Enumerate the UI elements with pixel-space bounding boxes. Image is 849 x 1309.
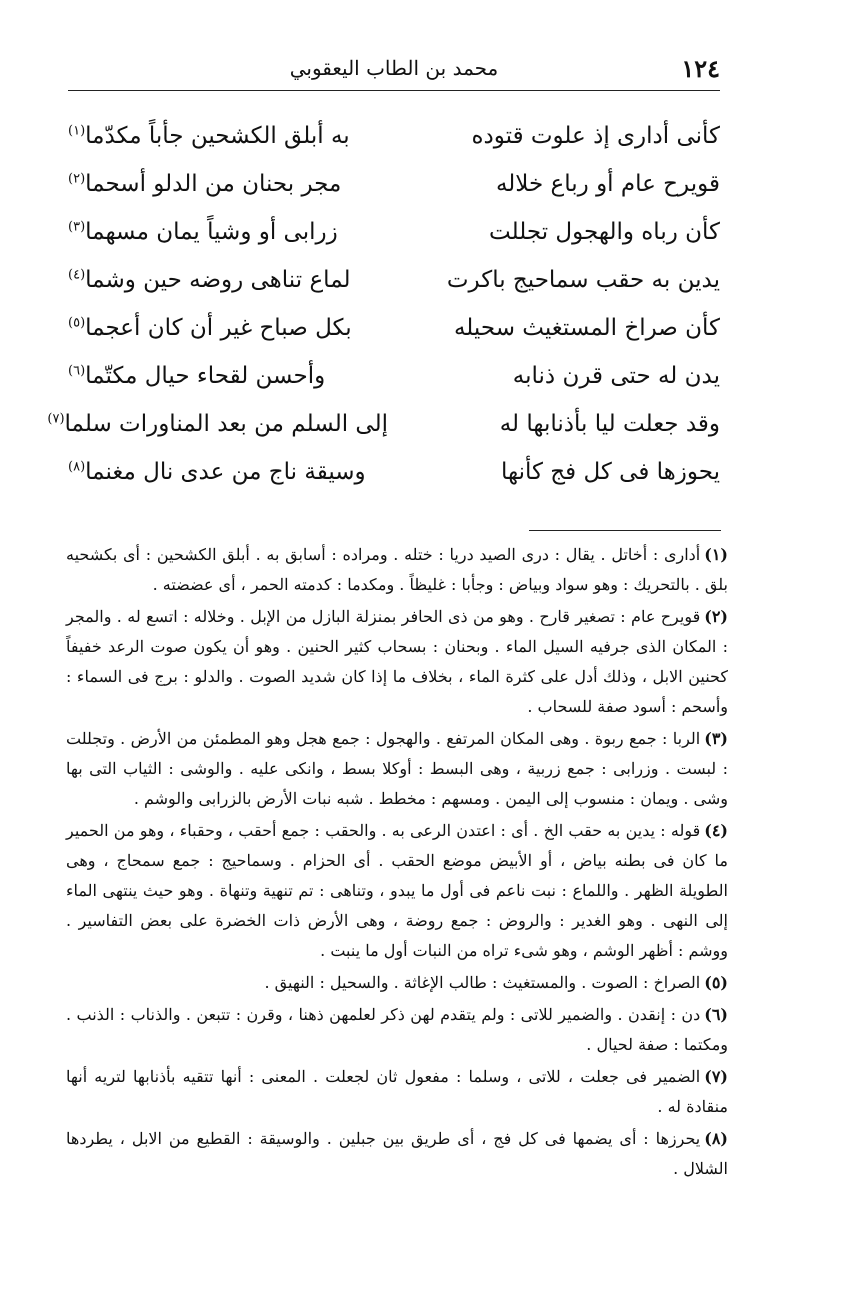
verse-first-hemistich: يدن له حتى قرن ذنابه bbox=[512, 363, 720, 389]
footnote bbox=[66, 968, 728, 998]
footnote bbox=[66, 602, 728, 722]
verse-second-hemistich bbox=[68, 267, 388, 293]
verse-line bbox=[68, 352, 720, 400]
footnote bbox=[66, 1000, 728, 1060]
footnote-reference: (٥) bbox=[68, 315, 86, 331]
hemistich-text: زرابى أو وشياً يمان مسهما bbox=[85, 219, 338, 245]
footnote bbox=[66, 1124, 728, 1184]
footnote-text: الصراخ : الصوت . والمستغيث : طالب الإغاثة . والسحيل : النهيق . bbox=[264, 973, 701, 992]
footnote-reference: (٤) bbox=[68, 267, 86, 283]
footnote bbox=[66, 724, 728, 814]
verse-second-hemistich bbox=[68, 123, 388, 149]
verse-first-hemistich: وقد جعلت ليا بأذنابها له bbox=[499, 411, 720, 437]
footnote-number: (٦) bbox=[704, 1005, 728, 1024]
verse-first-hemistich: كأن صراخ المستغيث سحيله bbox=[453, 315, 720, 341]
footnote-reference: (٦) bbox=[68, 363, 86, 379]
verse-first-hemistich: يحوزها فى كل فج كأنها bbox=[501, 459, 720, 485]
hemistich-text: وأحسن لقحاء حيال مكتّما bbox=[85, 363, 326, 389]
footnote-divider bbox=[529, 530, 721, 531]
verse-first-hemistich: كأن رباه والهجول تجللت bbox=[489, 219, 720, 245]
verse-line bbox=[68, 208, 720, 256]
footnote-text: يحرزها : أى يضمها فى كل فج ، أى طريق بين جبلين . والوسيقة : القطيع من الابل ، يطردها الشلال . bbox=[66, 1129, 728, 1178]
verse-second-hemistich bbox=[68, 363, 388, 389]
footnote-reference: (٨) bbox=[68, 459, 86, 475]
hemistich-text: وسيقة ناج من عدى نال مغنما bbox=[85, 459, 366, 485]
hemistich-text: به أبلق الكشحين جأباً مكدّما bbox=[85, 123, 350, 149]
verse-line bbox=[47, 400, 720, 448]
verse-first-hemistich: يدين به حقب سماحيج باكرت bbox=[446, 267, 720, 293]
hemistich-text: مجر بحنان من الدلو أسحما bbox=[85, 171, 342, 197]
footnote-reference: (٧) bbox=[47, 411, 65, 427]
verse-line bbox=[68, 112, 720, 160]
verse-first-hemistich: قويرح عام أو رباع خلاله bbox=[495, 171, 720, 197]
footnote-text: الربا : جمع ربوة . وهى المكان المرتفع . والهجول : جمع هجل وهو المطمئن من الأرض . وتجللت : لبست . وزرابى : جمع زربية ، وهى البسط : أوكلا بسط ، وانكى عليه . والوشى : الثياب التى بها وشى . ويمان : منسوب إلى اليمن . ومسهم : مخطط . شبه نبات الأرض بالزرابى والوشم . bbox=[66, 729, 728, 808]
footnote-number: (٧) bbox=[704, 1067, 728, 1086]
footnote-text: دن : إنقدن . والضمير للاتى : ولم يتقدم لهن ذكر لعلمهن ذهنا ، وقرن : تتبعن . والذناب : الذنب . ومكتما : صفة لحيال . bbox=[66, 1005, 728, 1054]
footnote-number: (٨) bbox=[704, 1129, 728, 1148]
footnote-number: (١) bbox=[704, 545, 728, 564]
verse-second-hemistich bbox=[68, 315, 388, 341]
poem bbox=[47, 112, 720, 496]
verse-second-hemistich bbox=[68, 219, 388, 245]
footnote-reference: (١) bbox=[68, 123, 86, 139]
footnote-number: (٤) bbox=[704, 821, 728, 840]
running-head: محمد بن الطاب اليعقوبي bbox=[289, 56, 499, 80]
hemistich-text: إلى السلم من بعد المناورات سلما bbox=[64, 411, 388, 437]
verse-line bbox=[68, 256, 720, 304]
footnote-text: أدارى : أخاتل . يقال : درى الصيد دريا : ختله . ومراده : أسابق به . أبلق الكشحين : أى بكشحيه بلق . بالتحريك : وهو سواد وبياض : وجأبا : غليظاً . ومكدما : كدمته الحمر ، أى عضضته . bbox=[66, 545, 728, 594]
footnote-number: (٥) bbox=[704, 973, 728, 992]
page-header bbox=[68, 44, 720, 91]
verse-second-hemistich bbox=[68, 459, 388, 485]
footnote-number: (٢) bbox=[704, 607, 728, 626]
footnote bbox=[66, 816, 728, 966]
hemistich-text: لماع تناهى روضه حين وشما bbox=[85, 267, 351, 293]
footnote-reference: (٣) bbox=[68, 219, 86, 235]
verse-first-hemistich: كأنى أدارى إذ علوت قتوده bbox=[471, 123, 720, 149]
footnote bbox=[66, 1062, 728, 1122]
verse-second-hemistich bbox=[47, 411, 388, 437]
verse-line bbox=[68, 304, 720, 352]
footnote bbox=[66, 540, 728, 600]
verse-second-hemistich bbox=[68, 171, 388, 197]
verse-line bbox=[68, 448, 720, 496]
footnote-reference: (٢) bbox=[68, 171, 86, 187]
footnote-number: (٣) bbox=[704, 729, 728, 748]
footnote-text: الضمير فى جعلت ، للاتى ، وسلما : مفعول ثان لجعلت . المعنى : أنها تتقيه بأذنابها لتريه أنها منقادة له . bbox=[66, 1067, 728, 1116]
page-number: ١٢٤ bbox=[681, 54, 720, 83]
footnotes bbox=[66, 540, 728, 1186]
hemistich-text: بكل صباح غير أن كان أعجما bbox=[85, 315, 352, 341]
footnote-text: قوله : يدين به حقب الخ . أى : اعتدن الرعى به . والحقب : جمع أحقب ، وحقباء ، وهو من الحمير ما كان فى بطنه بياض ، أو الأبيض موضع الحقب . أى الحزام . وسماحيج : جمع سمحاج ، وهى الطويلة الظهر . واللماع : نبت ناعم فى أول ما يبدو ، وتناهى : تم تنهية وتنهاة . وهو حيث ينتهى الماء إلى النهى . وهو الغدير : والروض : جمع روضة ، وهى الأرض ذات الخضرة على بعض التفاسير . ووشم : أظهر الوشم ، وهو شىء تراه من النبات أول ما ينبت . bbox=[66, 821, 729, 960]
footnote-text: قويرح عام : تصغير قارح . وهو من ذى الحافر بمنزلة البازل من الإبل . وخلاله : اتسع له . والمجر : المكان الذى جرفيه السيل الماء . وبحنان : بسحاب كثير الحنين . وهو أن يكون صوت الرعد خفيفاً كحنين الابل ، وذلك أدل على كثرة الماء ، بخلاف ما إذا كان شديد الصوت . والدلو : برج فى السماء : وأسحم : أسود صفة للسحاب . bbox=[66, 607, 728, 716]
verse-line bbox=[68, 160, 720, 208]
